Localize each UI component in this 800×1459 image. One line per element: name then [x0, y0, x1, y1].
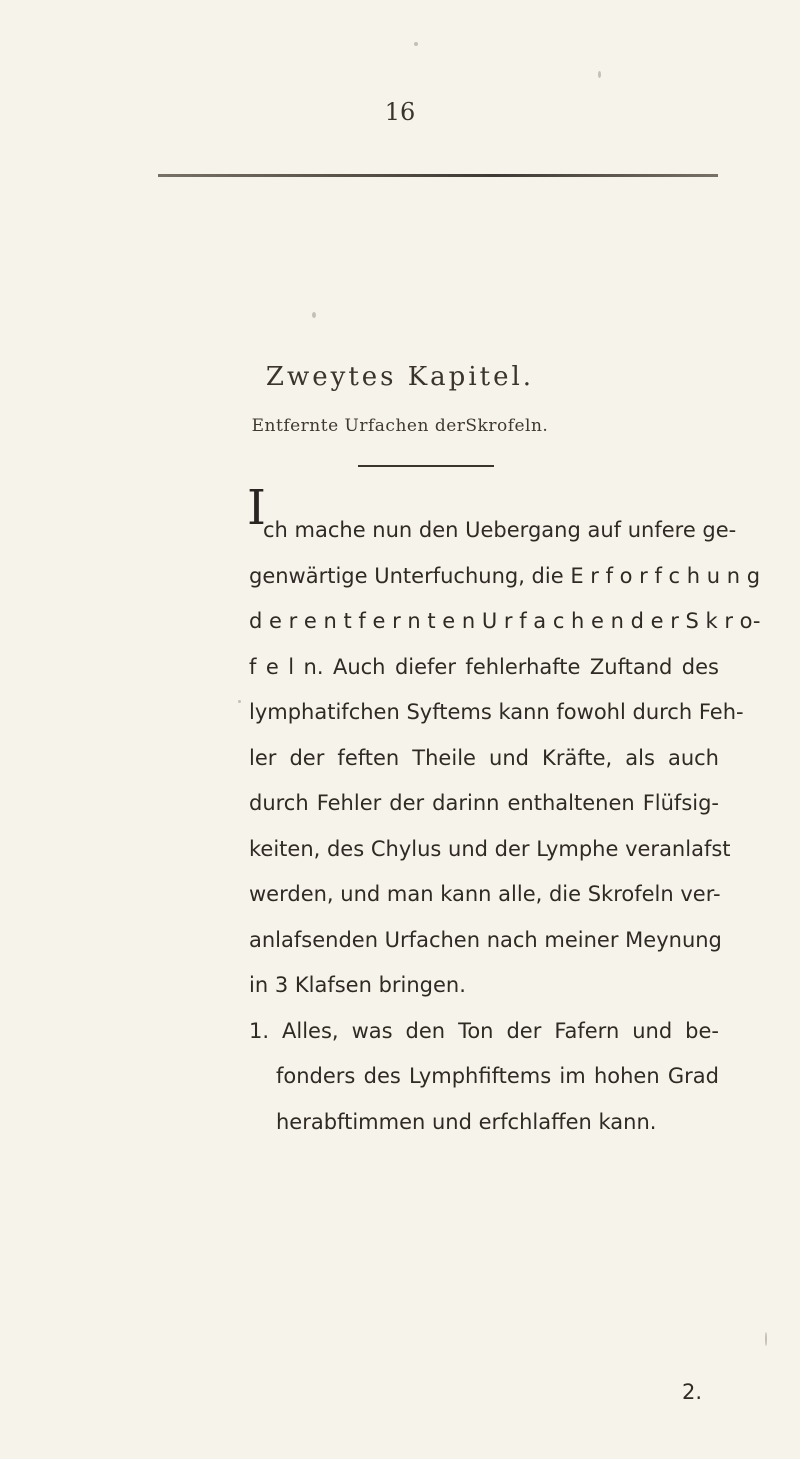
text-line: in 3 Klafsen bringen. — [249, 973, 466, 997]
text-line: ch mache nun den Uebergang auf unfere ge- — [263, 518, 737, 542]
paper-speck — [312, 312, 316, 318]
text-line: f e l n. Auch diefer fehlerhafte Zuftand des — [249, 654, 719, 679]
paper-speck — [238, 700, 241, 703]
drop-cap: I — [247, 480, 266, 536]
text-line: anlafsenden Urfachen nach meiner Meynung — [249, 927, 722, 952]
section-rule — [358, 465, 494, 467]
text-line: genwärtige Unterfuchung, die E r f o r f c h u n g — [249, 563, 761, 588]
list-item-line: herabftimmen und erfchlaffen kann. — [276, 1109, 657, 1134]
paper-speck — [598, 71, 601, 78]
paper-speck — [414, 42, 418, 46]
body-text — [247, 480, 761, 1145]
text-line: werden, und man kann alle, die Skrofeln ver- — [249, 882, 721, 906]
text-line: ler der feften Theile und Kräfte, als auch — [249, 745, 719, 770]
list-item-line: fonders des Lymphfiftems im hohen Grad — [276, 1064, 719, 1088]
text-line: d e r e n t f e r n t e n U r f a c h e n d e r S k r o- — [249, 609, 761, 633]
paper-speck — [765, 1332, 767, 1346]
chapter-title: Zweytes Kapitel. — [265, 362, 535, 392]
page-number: 16 — [384, 98, 416, 126]
text-line: durch Fehler der darinn enthaltenen Flüfsig- — [249, 791, 719, 815]
text-line: lymphatifchen Syftems kann fowohl durch Feh- — [249, 700, 744, 724]
header-rule — [158, 174, 718, 177]
list-item-line: 1. Alles, was den Ton der Fafern und be- — [249, 1018, 719, 1043]
catch-word: 2. — [682, 1380, 703, 1404]
text-line: keiten, des Chylus und der Lymphe veranlafst — [249, 836, 731, 861]
chapter-subtitle: Entfernte Urfachen derSkrofeln. — [251, 416, 549, 436]
